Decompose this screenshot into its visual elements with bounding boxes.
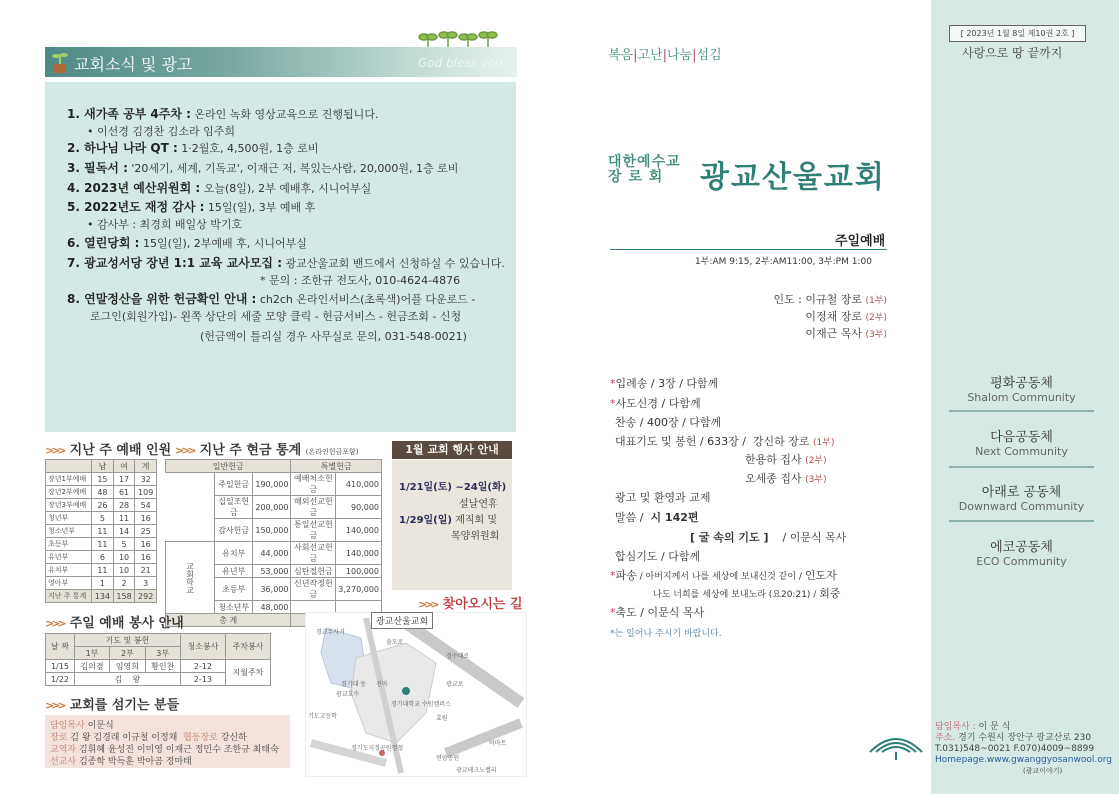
church-logo (866, 722, 926, 762)
news-continuation: (헌금액이 틀리실 경우 사무실로 문의, 031-548-0021) (200, 330, 467, 343)
community-item: 아래로 공동체 Downward Community (958, 485, 1085, 513)
news-subitem: • 이선경 김경찬 김소라 임주희 (87, 125, 235, 138)
order-item: *파송 / 아버지께서 나를 세상에 보내신것 같이 / 인도자 (610, 569, 837, 582)
events-box (392, 460, 512, 590)
table-row: 십일조헌금 200,000 해외선교헌금 90,000 (166, 496, 382, 519)
total-row: 총 계 (166, 614, 382, 627)
church-name: 광교산울교회 (700, 160, 886, 195)
order-item: 찬송 / 400장 / 다함께 (615, 416, 722, 429)
chevron-icon: >>> (45, 617, 64, 630)
order-item: 나도 너희를 세상에 보내노라 (요20:21) / 회중 (653, 587, 841, 600)
chevron-icon: >>> (175, 444, 194, 457)
divider (949, 520, 1094, 522)
community-item: 에코공동체 ECO Community (976, 540, 1067, 568)
table-row: 주일헌금 190,000 예배처소헌금 410,000 (166, 473, 382, 496)
order-item: 합심기도 / 다함께 (615, 550, 701, 563)
plant-pot-icon (50, 50, 70, 74)
issue-date: [ 2023년 1월 8일 제10권 2호 ] (949, 25, 1086, 42)
event-date: 1/29일(일) 제직회 및 (399, 515, 498, 526)
table-row: 유년부 6 10 16 (46, 551, 157, 564)
chevron-icon: >>> (45, 699, 64, 712)
events-title: 1월 교회 행사 안내 (392, 441, 512, 459)
divider (610, 249, 887, 250)
news-item: 7. 광교성서당 장년 1:1 교육 교사모집 : 광교산울교회 밴드에서 신청하실 수 있습니다. (67, 256, 505, 270)
order-item: 대표기도 및 봉헌 / 633장 / 강신하 장로 (1부) (615, 435, 835, 448)
table-row: 유년부 53,000 심탄절헌금 100,000 (166, 565, 382, 578)
table-row: 초등부 36,000 신년작정헌금 3,270,000 (166, 578, 382, 601)
attendance-table: 남 여 계 장년1부예배 15 17 32 장년2부예배 48 61 109 장년3부예배 26 28 54 청년부 5 11 16 청소년부 11 14 25 초등부 11 5 16 유년부 6 10 16 유치부 11 10 21 영아부 1 2 3 지난 주 통계 134 158 292 (45, 459, 157, 603)
community-item: 평화공동체 Shalom Community (967, 376, 1076, 404)
table-row: 초등부 11 5 16 (46, 538, 157, 551)
order-item: 광고 및 환영과 교제 (615, 491, 711, 504)
staff-box: 담임목사 이문식 장로 김 왕 김경래 이규철 이정채 협동장로 강신하 교역자 김휘혜 윤성진 이미영 이재근 정민수 조한규 최태숙 선교사 김종학 박득훈 박아곰 정마태 (45, 715, 290, 768)
table-row: 지난 주 통계 134 158 292 (46, 590, 157, 603)
community-item: 다음공동체 Next Community (975, 430, 1068, 458)
service-table: 날 짜 기도 및 봉헌 청소봉사 주차봉사 1부 2부 3부 1/15 김의경 임영희 황인찬 2-12 지월주차 1/22 김 왕 2-13 (45, 633, 271, 686)
table-row: 영아부 1 2 3 (46, 577, 157, 590)
news-continuation: * 문의 : 조한규 전도사, 010-4624-4876 (260, 274, 461, 287)
table-row: 유치부 11 10 21 (46, 564, 157, 577)
news-item: 5. 2022년도 재정 감사 : 15일(일), 3부 예배 후 (67, 200, 316, 214)
news-continuation: 로그인(회원가입)- 왼쪽 상단의 세줄 모양 클릭 - 헌금서비스 - 헌금조회 - 신청 (90, 310, 462, 323)
worship-leaders: 인도 : 이규철 장로 (1부) 이정채 장로 (2부) 이재근 목사 (3부) (773, 293, 887, 340)
tagline: 사랑으로 땅 끝까지 (962, 46, 1063, 60)
order-item: *사도신경 / 다함께 (610, 397, 701, 410)
slogan: 복음|고난|나눔|섬김 (608, 48, 722, 63)
order-item: *입례송 / 3장 / 다함께 (610, 377, 719, 390)
event-desc: 설날연휴 (459, 499, 498, 510)
worship-title: 주일예배 (835, 234, 886, 249)
news-item: 4. 2023년 예산위원회 : 오늘(8일), 2부 예배후, 시니어부실 (67, 181, 372, 195)
table-row: 교회학교 유치부 44,000 사회선교헌금 140,000 (166, 542, 382, 565)
order-item: 말씀 / 시 142편 (615, 511, 699, 524)
offering-table: 일반헌금 특별헌금 주일헌금 190,000 예배처소헌금 410,000 십일조헌금 200,000 해외선교헌금 90,000 감사헌금 150,000 통일선교헌금 140,000 교회학교 유치부 44,000 사회선교헌금 140,000 유년부 53,000 심탄절헌금 100,000 초등부 36,000 신년작정헌금 3,270,000 청소년부 48,000 총 계 (165, 459, 382, 627)
contact-info: 담임목사 : 이 문 식 주소. 경기 수원시 장안구 광교산로 230 T.031)548~0021 F.070)4009~8899 Homepage.www.gwanggyosanwool.org (광교이야기) (935, 722, 1112, 775)
directions-title: >>> 찾아오시는 길 (418, 597, 523, 612)
order-item: 오세종 집사 (3부) (745, 472, 827, 485)
table-row: 청소년부 48,000 (166, 601, 382, 614)
service-title: >>> 주일 예배 봉사 안내 (45, 616, 184, 631)
divider (949, 466, 1094, 468)
news-item: 6. 열린당회 : 15일(일), 2부예배 후, 시니어부실 (67, 236, 307, 250)
table-row: 장년3부예배 26 28 54 (46, 499, 157, 512)
news-item: 1. 새가족 공부 4주차 : 온라인 녹화 영상교육으로 진행됩니다. (67, 107, 379, 121)
divider (949, 410, 1094, 412)
order-item: *축도 / 이문식 목사 (610, 606, 705, 619)
news-item: 2. 하나님 나라 QT : 1·2월호, 4,500원, 1층 로비 (67, 141, 319, 155)
news-item: 3. 필독서 : '20세기, 세계, 기독교', 이재근 저, 복있는사람, 20,000원, 1층 로비 (67, 161, 459, 175)
attendance-title: >>> 지난 주 예배 인원 (45, 443, 172, 458)
chevron-icon: >>> (418, 598, 437, 611)
offering-title: >>> 지난 주 현금 통계 (온라인헌금포함) (175, 443, 359, 458)
news-header-subtitle: God bless you (418, 56, 503, 70)
news-item: 8. 연말정산을 위한 헌금확인 안내 : ch2ch 온라인서비스(초록색)어플 다운로드 - (67, 292, 476, 306)
map-church-label: 광교산울교회 (371, 612, 433, 629)
order-note: *는 일어나 주시기 바랍니다. (610, 629, 722, 639)
table-row: 청년부 5 11 16 (46, 512, 157, 525)
event-desc: 목양위원회 (451, 531, 500, 542)
table-row: 청소년부 11 14 25 (46, 525, 157, 538)
denomination: 대한예수교 장 로 회 (608, 154, 681, 185)
news-panel (45, 82, 516, 432)
order-item: [ 굴 속의 기도 ] / 이문식 목사 (690, 531, 847, 544)
table-row: 감사헌금 150,000 통일선교헌금 140,000 (166, 519, 382, 542)
table-row: 장년2부예배 48 61 109 (46, 486, 157, 499)
chevron-icon: >>> (45, 444, 64, 457)
event-date: 1/21일(토) ~24일(화) (399, 482, 507, 493)
news-subitem: • 감사부 : 최경희 배일상 박기호 (87, 218, 243, 231)
news-header-title: 교회소식 및 광고 (74, 55, 193, 74)
table-row: 장년1부예배 15 17 32 (46, 473, 157, 486)
staff-title: >>> 교회를 섬기는 분들 (45, 698, 180, 713)
worship-times: 1부:AM 9:15, 2부:AM11:00, 3부:PM 1:00 (695, 257, 872, 267)
location-map[interactable]: 경교두사거 솔모로 경기대 동 광교호수 진마 경기대학교 수원캠퍼스 광교로 경수대로 기도고등학 효원 경기도지정공원정청 이마트 연암공원 광교테크노밸리 (305, 612, 527, 777)
order-item: 한용하 집사 (2부) (745, 453, 827, 466)
